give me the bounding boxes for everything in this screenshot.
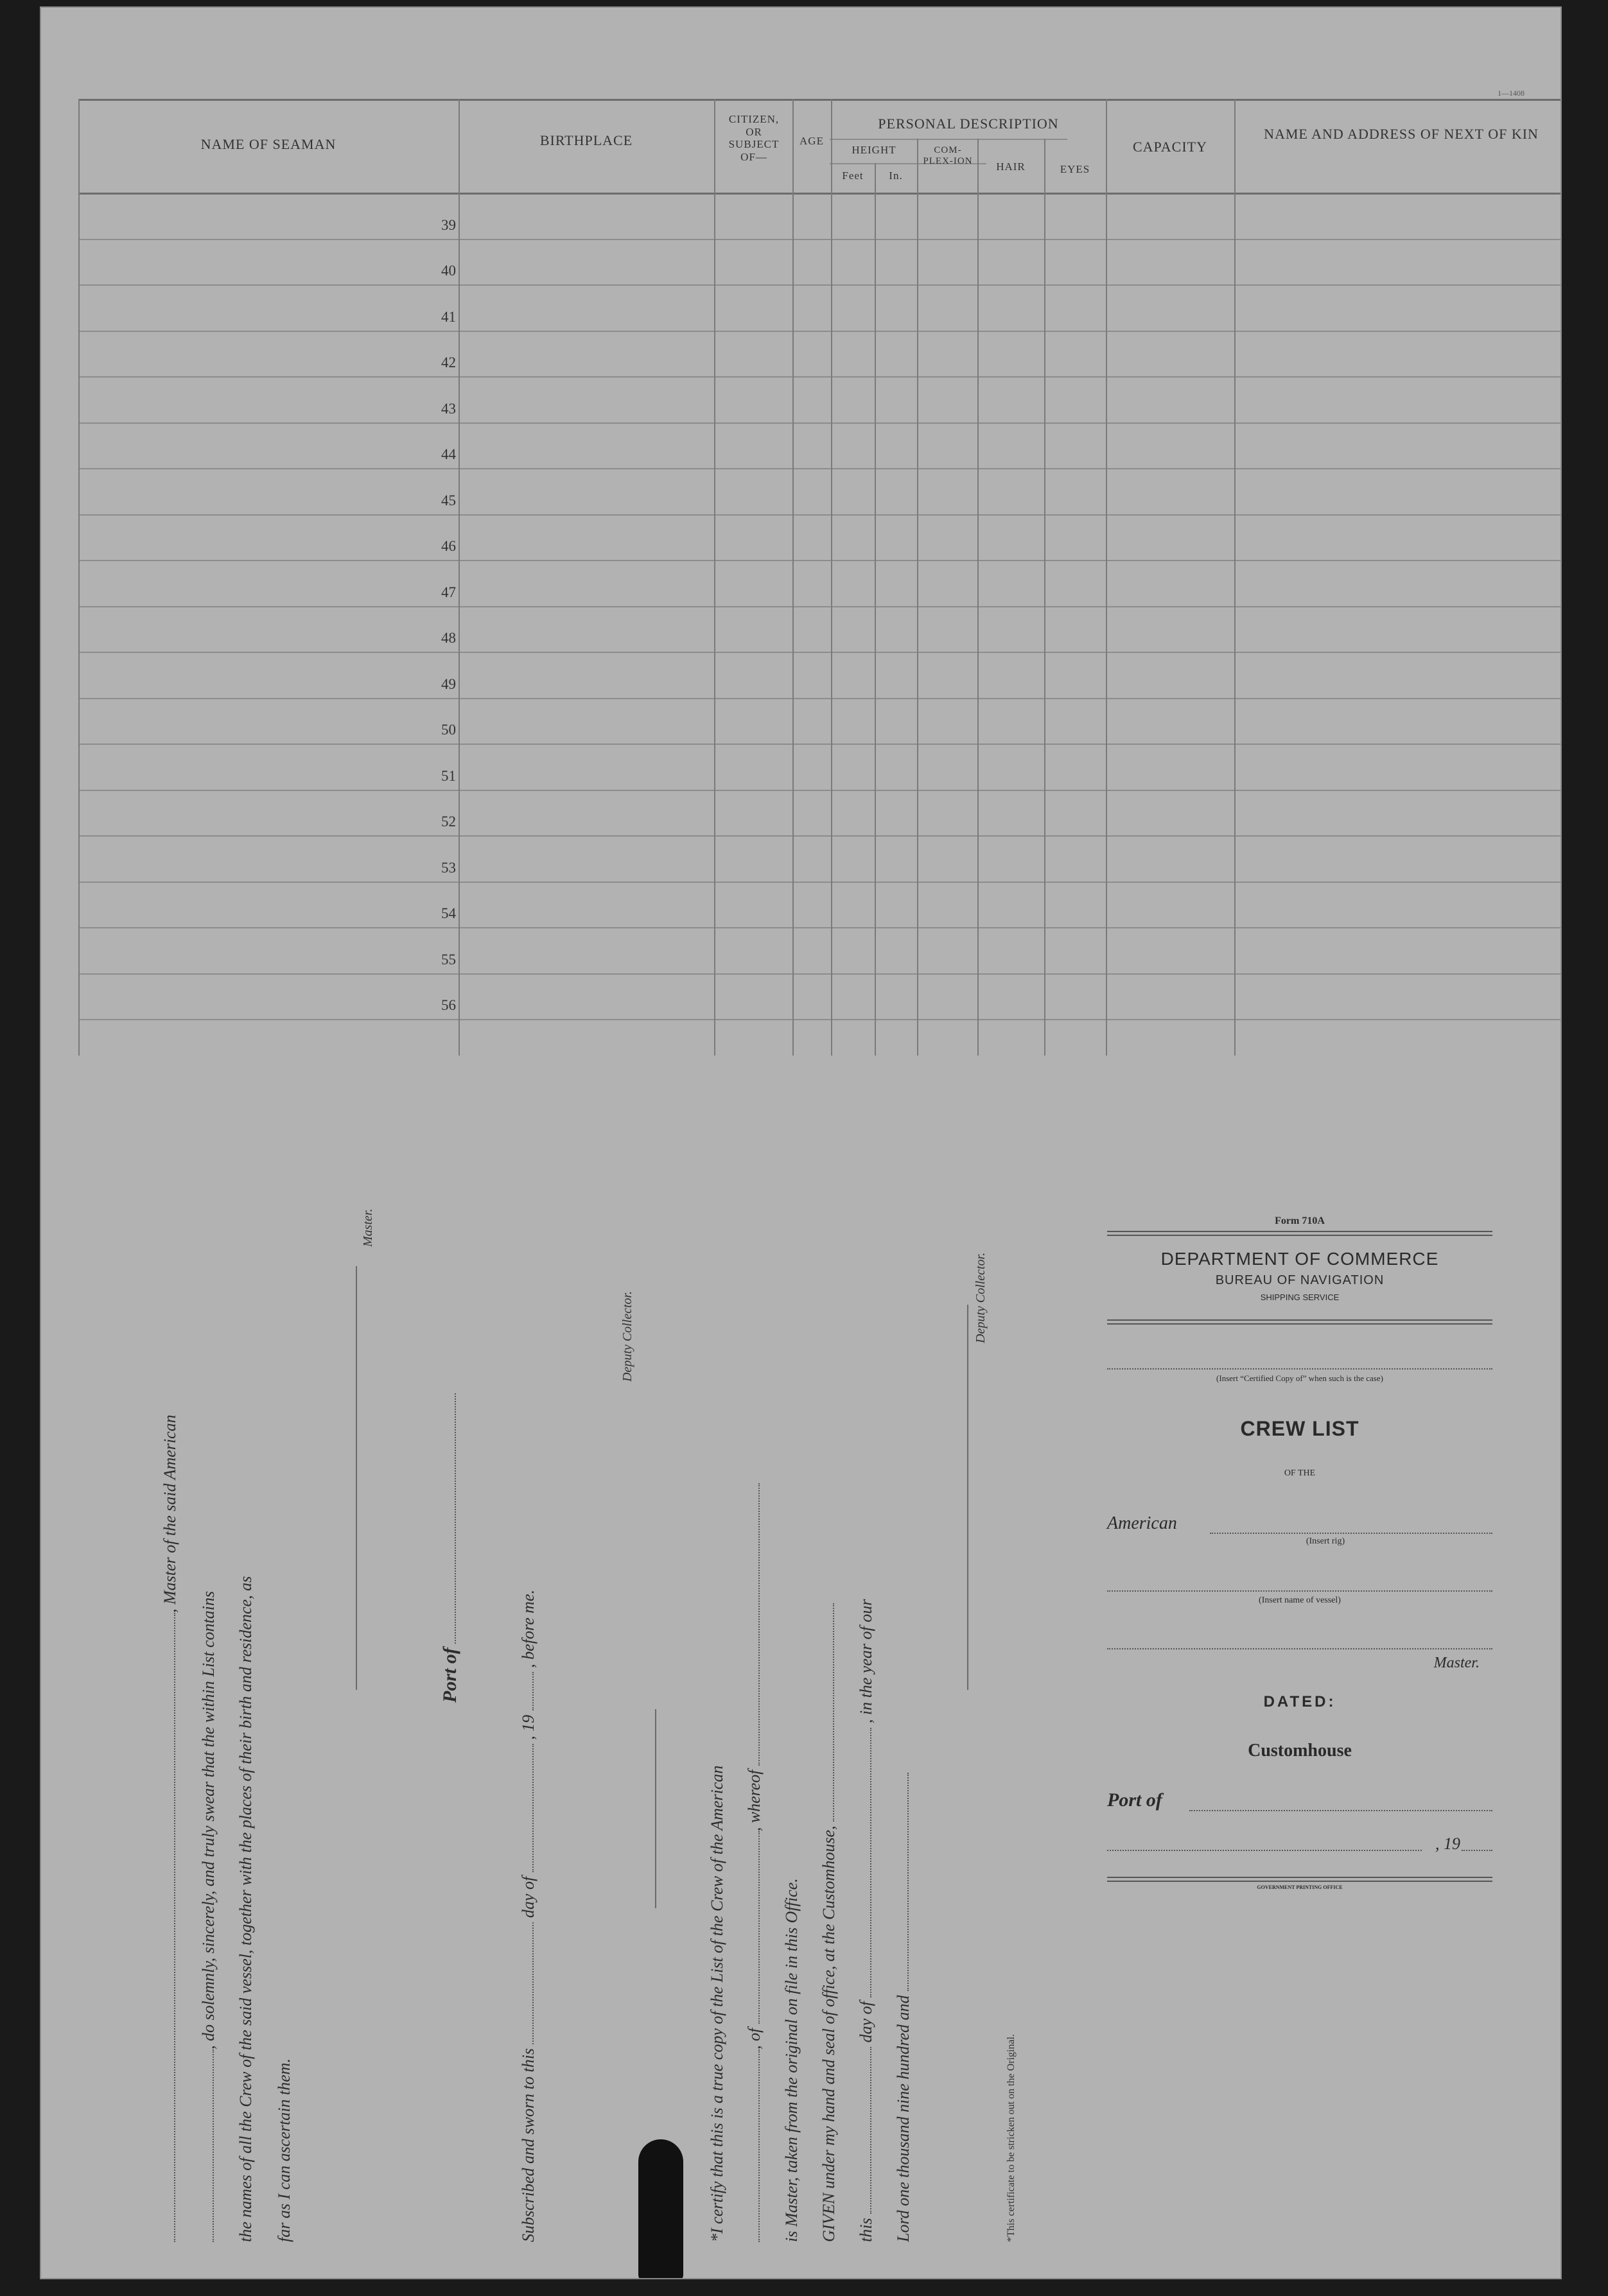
table-row-rule xyxy=(78,514,1562,516)
col-rule xyxy=(875,163,876,1056)
table-row-rule xyxy=(78,790,1562,791)
dated-label: DATED: xyxy=(1263,1693,1336,1710)
certified-copy-note: (Insert “Certified Copy of” when such is the case) xyxy=(1216,1373,1383,1383)
header-citizen: CITIZEN, OR SUBJECT OF— xyxy=(728,113,780,163)
deputy-collector-2: Deputy Collector. xyxy=(974,1252,988,1343)
certified-copy-line xyxy=(1107,1368,1492,1370)
row-number: 51 xyxy=(441,767,456,784)
header-personal-description: PERSONAL DESCRIPTION xyxy=(878,116,1059,132)
certify-line-1: *I certify that this is a true copy of the List of the Crew of the American xyxy=(708,1765,726,2242)
certify-line-2: , of , whereof xyxy=(745,1483,764,2242)
header-complexion: COM-PLEX-ION xyxy=(923,145,973,167)
table-row-rule xyxy=(78,835,1562,837)
row-number: 48 xyxy=(441,630,456,646)
row-number: 45 xyxy=(441,492,456,509)
form-code: 1—1408 xyxy=(1498,89,1525,98)
table-top-rule xyxy=(78,99,1562,101)
bottom-double-rule xyxy=(1107,1877,1492,1882)
row-number: 42 xyxy=(441,354,456,370)
header-feet: Feet xyxy=(842,170,864,182)
row-number: 50 xyxy=(441,722,456,738)
header-hair: HAIR xyxy=(996,161,1026,173)
row-number: 46 xyxy=(441,538,456,554)
date-line xyxy=(1107,1850,1422,1851)
ink-blot xyxy=(638,2139,683,2279)
row-number: 52 xyxy=(441,813,456,830)
table-row-rule xyxy=(78,376,1562,378)
year-prefix: , 19 xyxy=(1435,1834,1460,1853)
table-row-rule xyxy=(78,560,1562,561)
col-rule xyxy=(1234,99,1236,1056)
service-title: SHIPPING SERVICE xyxy=(1260,1292,1340,1302)
header-name-of-seaman: NAME OF SEAMAN xyxy=(200,136,336,152)
col-rule xyxy=(917,139,918,1056)
row-number: 56 xyxy=(441,997,456,1013)
header-next-of-kin: NAME AND ADDRESS OF NEXT OF KIN xyxy=(1264,126,1539,142)
deputy-signature-line xyxy=(967,1305,968,1690)
oath-line-2: , do solemnly, sincerely, and truly swear that the within List contains xyxy=(199,1591,218,2242)
oath-line-4: far as I can ascertain them. xyxy=(275,2058,293,2242)
customhouse-label: Customhouse xyxy=(1248,1741,1352,1761)
personal-desc-rule xyxy=(830,139,1067,140)
oath-line-1: , Master of the said American xyxy=(161,1414,180,2242)
row-number: 40 xyxy=(441,263,456,279)
top-double-rule xyxy=(1107,1231,1492,1236)
table-row-rule xyxy=(78,422,1562,424)
document-page xyxy=(40,6,1562,2279)
port-line xyxy=(1189,1810,1492,1811)
year-line xyxy=(1462,1850,1492,1851)
row-number: 47 xyxy=(441,584,456,600)
port-of-label: Port of xyxy=(1107,1789,1162,1811)
rig-line xyxy=(1210,1533,1492,1534)
row-number: 54 xyxy=(441,905,456,921)
table-row-rule xyxy=(78,927,1562,928)
table-row-rule xyxy=(78,652,1562,653)
table-row-rule xyxy=(78,239,1562,240)
insert-rig-note: (Insert rig) xyxy=(1306,1536,1345,1546)
crew-table xyxy=(78,99,1562,1056)
row-number: 43 xyxy=(441,400,456,417)
table-row-rule xyxy=(78,331,1562,332)
col-rule xyxy=(714,99,715,1056)
header-capacity: CAPACITY xyxy=(1133,139,1207,155)
certify-line-5: this day of , in the year of our xyxy=(857,1599,875,2242)
row-number: 44 xyxy=(441,446,456,462)
col-rule xyxy=(831,99,832,1056)
table-row-rule xyxy=(78,882,1562,883)
master-label: Master. xyxy=(1433,1655,1480,1671)
printer-imprint: GOVERNMENT PRINTING OFFICE xyxy=(1257,1884,1343,1890)
oath-line-3: the names of all the Crew of the said vessel, together with the places of their birth and residence, as xyxy=(236,1576,255,2242)
header-age: AGE xyxy=(800,135,824,147)
certify-line-3: is Master, taken from the original on file in this Office. xyxy=(782,1878,801,2242)
master-line xyxy=(1107,1648,1492,1649)
table-row-rule xyxy=(78,698,1562,699)
table-row-rule xyxy=(78,468,1562,469)
header-bottom-rule xyxy=(78,193,1562,195)
header-height: HEIGHT xyxy=(852,144,896,156)
form-number: Form 710A xyxy=(1275,1215,1325,1226)
endorsement-panel xyxy=(1107,1215,1492,2078)
master-signature-line xyxy=(356,1266,357,1690)
header-eyes: EYES xyxy=(1060,163,1090,175)
row-number: 49 xyxy=(441,675,456,692)
certify-line-6: Lord one thousand nine hundred and xyxy=(894,1773,913,2242)
crew-list-title: CREW LIST xyxy=(1240,1417,1359,1440)
col-rule xyxy=(459,99,460,1056)
row-number: 41 xyxy=(441,308,456,325)
row-number: 39 xyxy=(441,216,456,233)
department-title: DEPARTMENT OF COMMERCE xyxy=(1160,1249,1439,1269)
american-label: American xyxy=(1107,1513,1177,1533)
certify-line-4: GIVEN under my hand and seal of office, at the Customhouse, xyxy=(819,1603,839,2242)
col-rule xyxy=(977,139,979,1056)
port-of-line: Port of xyxy=(439,1393,461,1703)
header-birthplace: BIRTHPLACE xyxy=(539,132,633,148)
table-row-rule xyxy=(78,973,1562,975)
certificate-footnote: *This certificate to be stricken out on the Original. xyxy=(1006,2034,1017,2242)
affidavit-rotated xyxy=(137,1176,1049,2255)
vessel-name-line xyxy=(1107,1590,1492,1592)
mid-double-rule xyxy=(1107,1319,1492,1325)
deputy-collector-1: Deputy Collector. xyxy=(620,1291,634,1382)
col-rule xyxy=(1560,99,1562,1056)
table-row-rule xyxy=(78,606,1562,607)
table-row-rule xyxy=(78,284,1562,286)
table-row-rule xyxy=(78,744,1562,745)
of-the-label: OF THE xyxy=(1284,1468,1316,1478)
master-signature-label: Master. xyxy=(361,1208,375,1247)
header-inches: In. xyxy=(889,170,903,182)
subscribed-line: Subscribed and sworn to this day of , 19 , before me. xyxy=(519,1590,537,2242)
seal-line xyxy=(655,1709,656,1908)
col-rule xyxy=(1106,99,1107,1056)
bureau-title: BUREAU OF NAVIGATION xyxy=(1215,1273,1385,1287)
col-rule xyxy=(78,99,80,1056)
col-rule xyxy=(1044,139,1045,1056)
table-row-rule xyxy=(78,1019,1562,1020)
insert-vessel-note: (Insert name of vessel) xyxy=(1259,1596,1341,1605)
col-rule xyxy=(792,99,794,1056)
row-number: 53 xyxy=(441,859,456,876)
row-number: 55 xyxy=(441,951,456,968)
